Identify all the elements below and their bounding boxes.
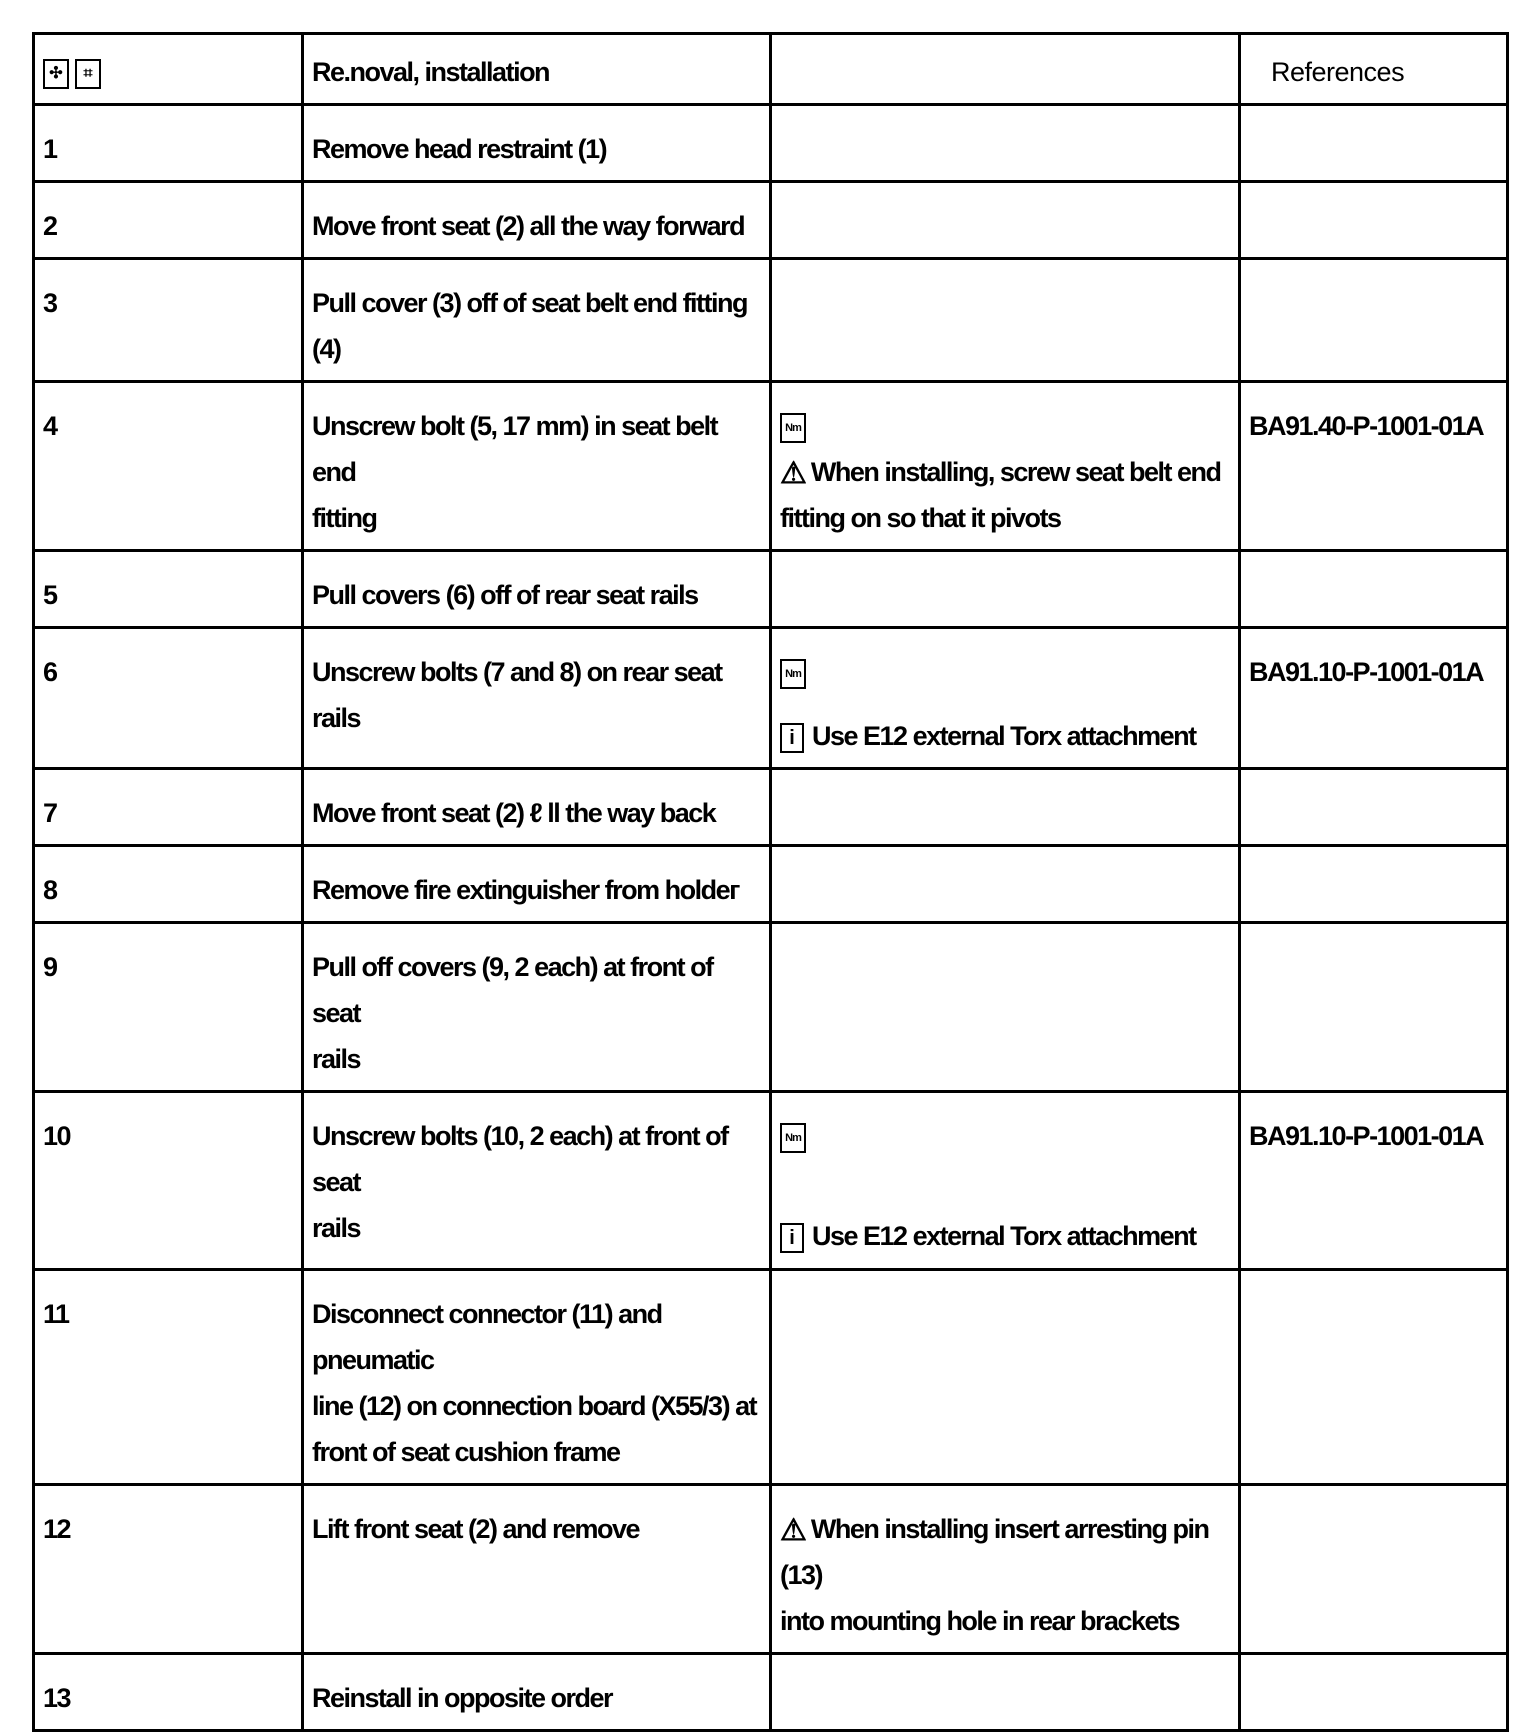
procedure-sheet (32, 32, 1506, 1732)
step-number: 7 (34, 769, 303, 846)
header-icons (43, 59, 101, 89)
action-line: fitting (312, 503, 377, 533)
action-line: Move front seat (2) ℓ ll the way back (312, 798, 716, 828)
step-number: 6 (34, 628, 303, 769)
step-number: 5 (34, 551, 303, 628)
table-row (34, 1485, 1508, 1654)
torque-line (780, 1113, 1230, 1159)
step-action (303, 846, 771, 923)
warning-note-line: fitting on so that it pivots (780, 503, 1061, 533)
action-line: Pull cover (3) off of seat belt end fitting (4) (312, 288, 748, 364)
spacer (780, 695, 1230, 713)
action-line: Lift front seat (2) and remove (312, 1514, 640, 1544)
step-action (303, 105, 771, 182)
table-row (34, 628, 1508, 769)
table-row (34, 382, 1508, 551)
torque-nm-icon: Nm (780, 1123, 806, 1153)
header-notes (771, 34, 1240, 105)
info-note-line: i Use E12 external Torx attachment (780, 713, 1230, 759)
action-line: Move front seat (2) all the way forward (312, 211, 745, 241)
step-notes (771, 382, 1240, 551)
table-row (34, 923, 1508, 1092)
step-action (303, 1092, 771, 1270)
action-line: line (12) on connection board (X55/3) at (312, 1391, 757, 1421)
step-number: 2 (34, 182, 303, 259)
step-notes (771, 769, 1240, 846)
action-line: Pull covers (6) off of rear seat rails (312, 580, 698, 610)
action-line: rails (312, 1213, 361, 1243)
step-reference: BA91.40-P-1001-01A (1240, 382, 1508, 551)
warning-icon: ⚠ (780, 1514, 807, 1547)
step-notes (771, 1270, 1240, 1485)
table-row (34, 551, 1508, 628)
table-body (34, 34, 1508, 1731)
step-number: 1 (34, 105, 303, 182)
step-action (303, 259, 771, 382)
step-action (303, 1270, 771, 1485)
step-notes (771, 1092, 1240, 1270)
table-header-row (34, 34, 1508, 105)
remove-icon: ✣ (43, 59, 69, 89)
action-line: front of seat cushion frame (312, 1437, 620, 1467)
step-notes (771, 182, 1240, 259)
step-number: 12 (34, 1485, 303, 1654)
step-notes (771, 105, 1240, 182)
step-number: 4 (34, 382, 303, 551)
install-icon: ⌗ (75, 59, 101, 89)
action-line: Pull off covers (9, 2 each) at front of seat (312, 952, 713, 1028)
torque-line (780, 403, 1230, 449)
action-line: rails (312, 1044, 361, 1074)
step-action (303, 551, 771, 628)
step-reference (1240, 182, 1508, 259)
spacer (780, 1159, 1230, 1213)
step-action (303, 923, 771, 1092)
step-reference: BA91.10-P-1001-01A (1240, 628, 1508, 769)
warning-icon: ⚠ (780, 457, 807, 490)
info-icon: i (780, 723, 804, 753)
step-reference (1240, 1485, 1508, 1654)
step-reference (1240, 1270, 1508, 1485)
action-line: Disconnect connector (11) and pneumatic (312, 1299, 662, 1375)
info-note-line: i Use E12 external Torx attachment (780, 1213, 1230, 1259)
table-row (34, 1270, 1508, 1485)
table-row (34, 105, 1508, 182)
step-notes (771, 259, 1240, 382)
action-line: Remove head restraint (1) (312, 134, 607, 164)
action-line: Reinstall in opposite order (312, 1683, 613, 1713)
torque-nm-icon: Nm (780, 413, 806, 443)
step-action (303, 1485, 771, 1654)
table-row (34, 846, 1508, 923)
warning-note-line: ⚠ When installing, screw seat belt end (780, 457, 1221, 490)
step-number: 10 (34, 1092, 303, 1270)
step-number: 3 (34, 259, 303, 382)
step-notes (771, 846, 1240, 923)
step-number: 9 (34, 923, 303, 1092)
step-notes (771, 628, 1240, 769)
table-row (34, 259, 1508, 382)
torque-nm-icon: Nm (780, 659, 806, 689)
warning-note-line: into mounting hole in rear brackets (780, 1606, 1180, 1636)
step-notes (771, 1654, 1240, 1731)
action-line: Unscrew bolts (10, 2 each) at front of seat (312, 1121, 728, 1197)
info-icon: i (780, 1223, 804, 1253)
step-reference (1240, 551, 1508, 628)
header-removal-installation: Re.noval, installation (303, 34, 771, 105)
step-notes (771, 923, 1240, 1092)
step-reference (1240, 769, 1508, 846)
step-reference (1240, 105, 1508, 182)
step-reference (1240, 1654, 1508, 1731)
step-action (303, 1654, 771, 1731)
step-action (303, 769, 771, 846)
step-action (303, 182, 771, 259)
removal-installation-table (32, 32, 1509, 1732)
step-number: 8 (34, 846, 303, 923)
step-action (303, 628, 771, 769)
table-row (34, 1092, 1508, 1270)
action-line: Unscrew bolts (7 and 8) on rear seat rails (312, 657, 722, 733)
step-notes (771, 551, 1240, 628)
step-notes (771, 1485, 1240, 1654)
action-line: Unscrew bolt (5, 17 mm) in seat belt end (312, 411, 718, 487)
step-reference (1240, 846, 1508, 923)
step-number: 11 (34, 1270, 303, 1485)
warning-note-line: ⚠ When installing insert arresting pin (13) (780, 1514, 1209, 1590)
step-reference: BA91.10-P-1001-01A (1240, 1092, 1508, 1270)
torque-line (780, 649, 1230, 695)
action-line: Remove fire extinguisher from holdeг (312, 875, 739, 905)
step-action (303, 382, 771, 551)
header-icons-cell (34, 34, 303, 105)
step-number: 13 (34, 1654, 303, 1731)
step-reference (1240, 923, 1508, 1092)
table-row (34, 182, 1508, 259)
table-row (34, 1654, 1508, 1731)
table-row (34, 769, 1508, 846)
header-references: References (1240, 34, 1508, 105)
step-reference (1240, 259, 1508, 382)
